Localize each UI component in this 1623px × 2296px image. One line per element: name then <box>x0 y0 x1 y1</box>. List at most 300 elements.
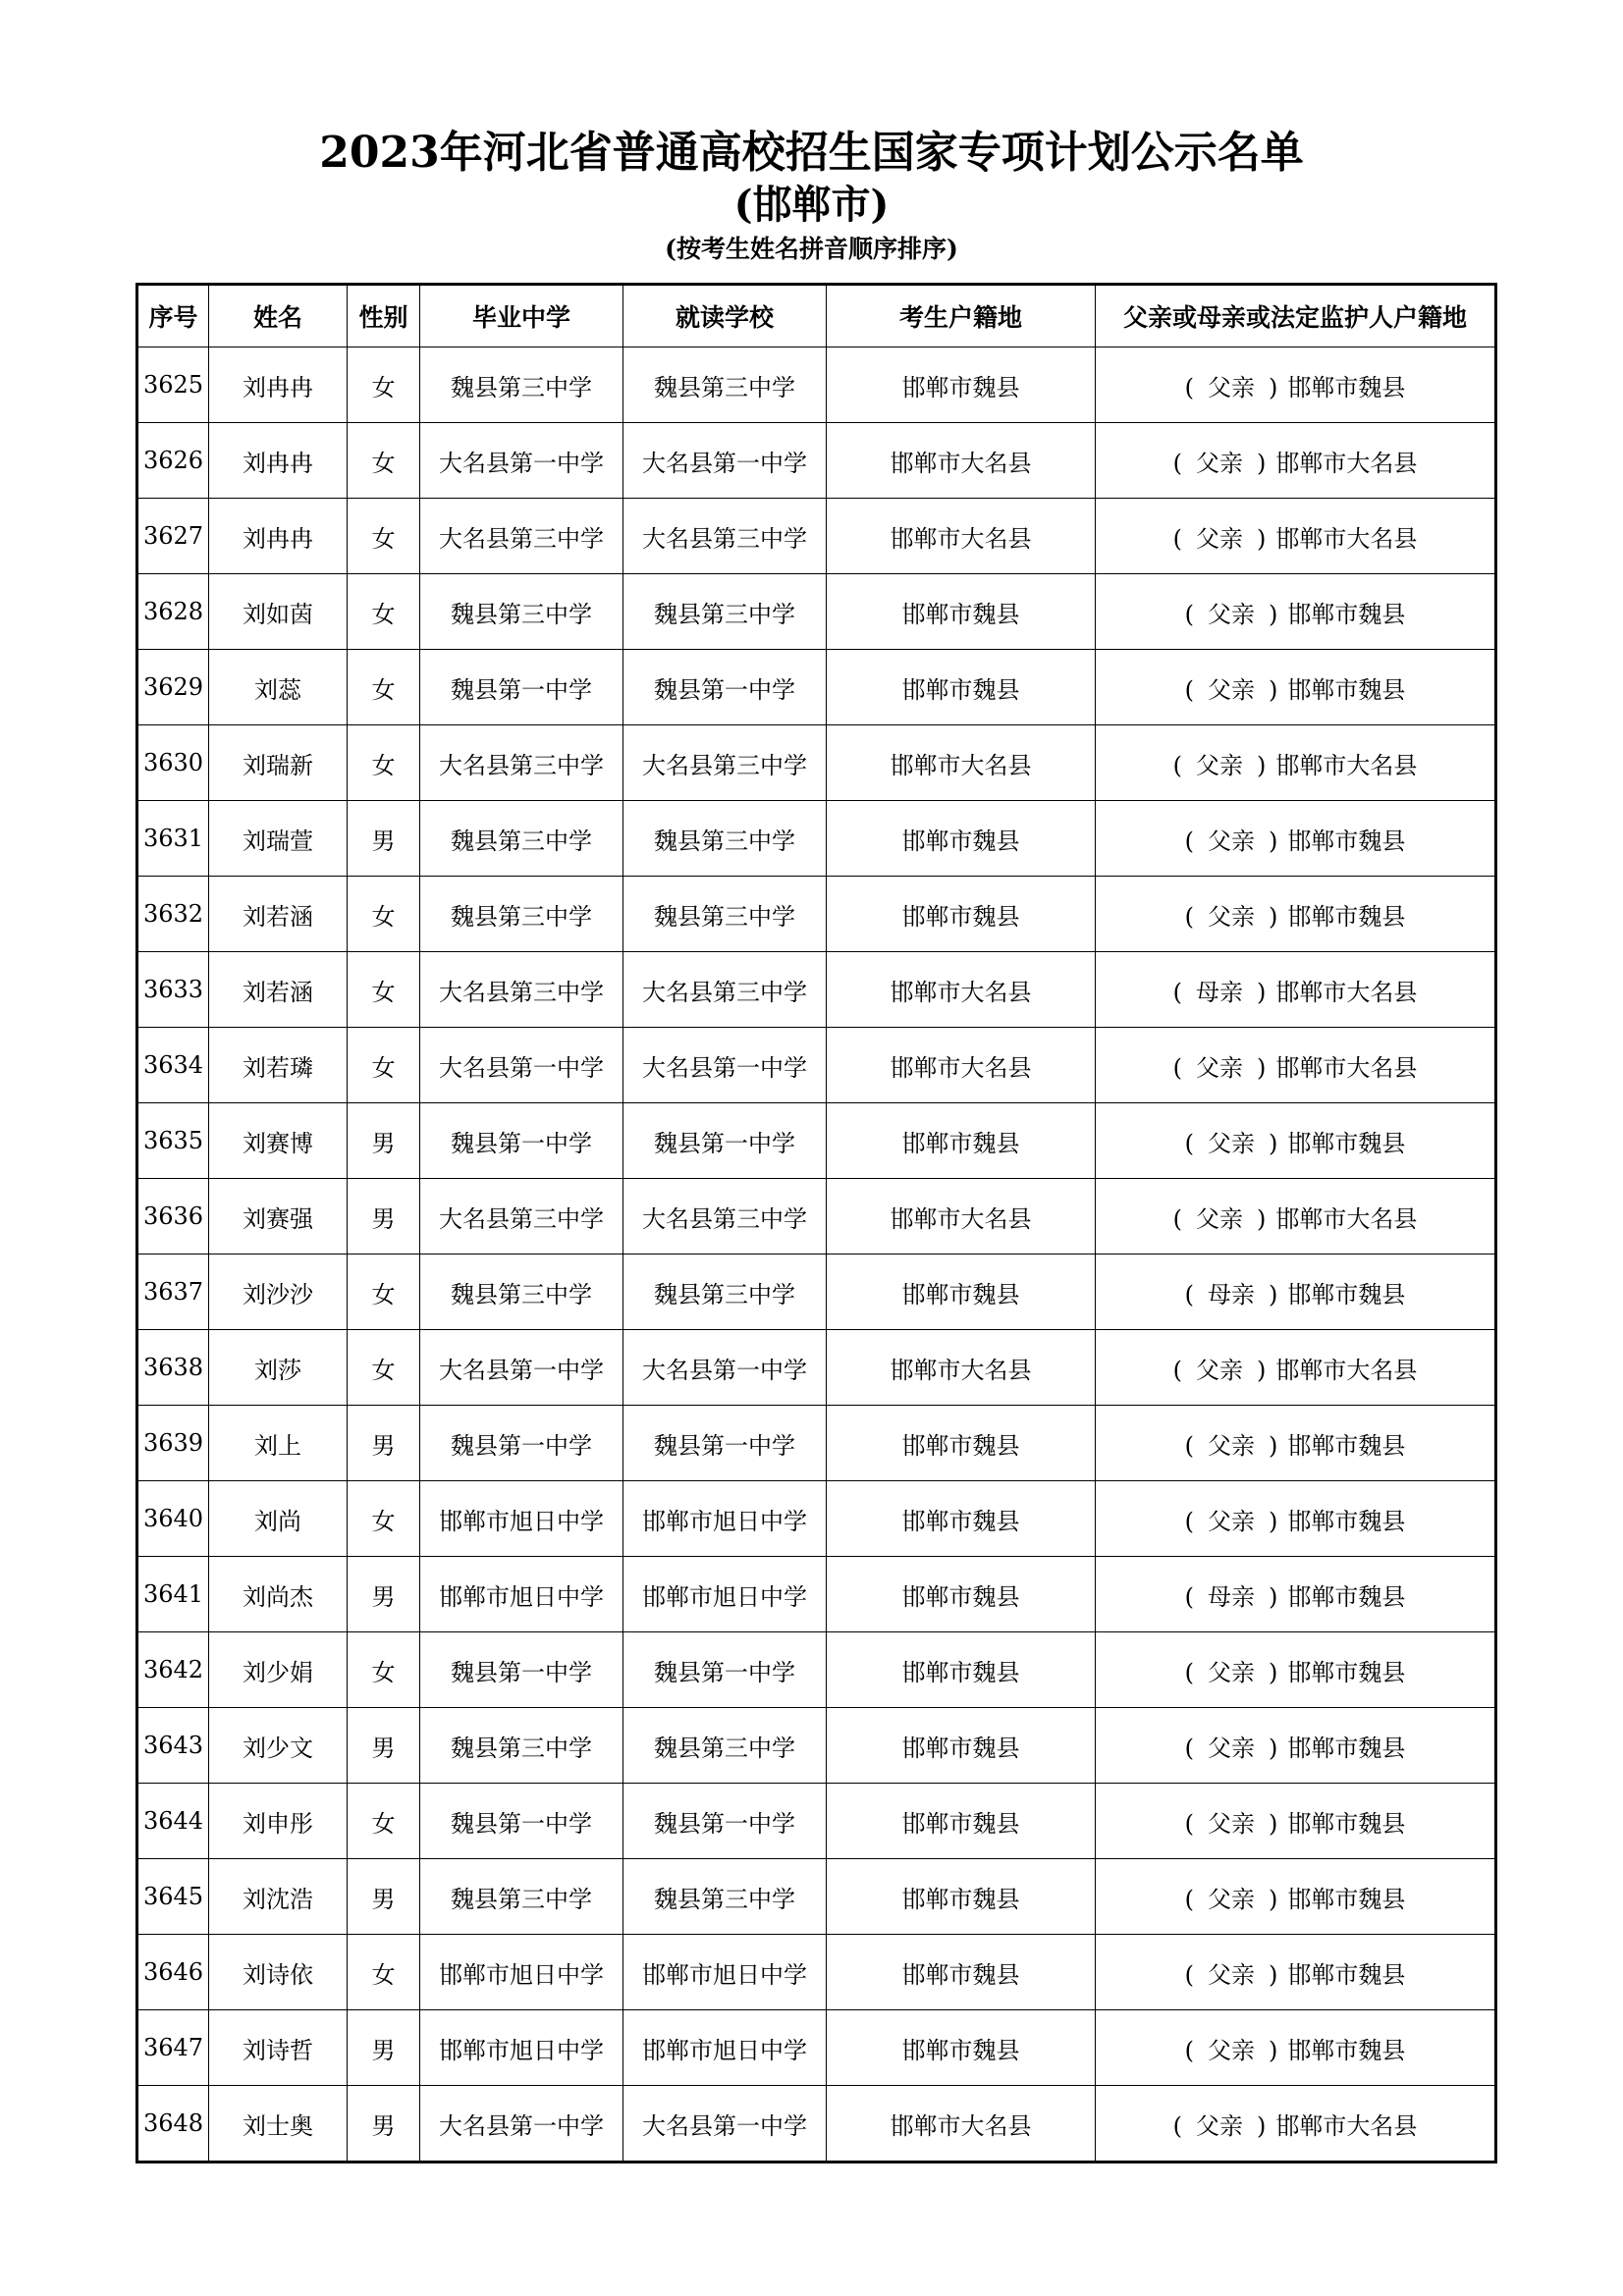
cell-study-school: 大名县第一中学 <box>623 2086 827 2163</box>
paren-open: ( <box>1172 1356 1182 1384</box>
paren-open: ( <box>1172 524 1182 553</box>
table-header-row <box>137 285 1496 347</box>
cell-study-school: 魏县第一中学 <box>623 1784 827 1859</box>
guardian-relation: 父亲 <box>1208 675 1255 704</box>
cell-study-school: 大名县第三中学 <box>623 499 827 574</box>
column-header-seq: 序号 <box>137 285 209 347</box>
cell-gender: 男 <box>348 1557 420 1632</box>
cell-name: 刘若涵 <box>209 877 348 952</box>
paren-open: ( <box>1184 600 1194 628</box>
paren-close: ) <box>1269 1658 1278 1686</box>
paren-open: ( <box>1184 1960 1194 1989</box>
document-title: 2023年河北省普通高校招生国家专项计划公示名单 <box>319 128 1304 178</box>
guardian-hukou: 邯郸市魏县 <box>1287 1507 1406 1535</box>
guardian-hukou: 邯郸市魏县 <box>1287 902 1406 931</box>
table-row <box>137 1784 1496 1859</box>
cell-parent-hukou <box>1096 1557 1496 1632</box>
paren-open: ( <box>1184 1658 1194 1686</box>
cell-gender: 女 <box>348 1255 420 1330</box>
cell-study-school: 魏县第三中学 <box>623 347 827 423</box>
paren-close: ) <box>1257 751 1267 779</box>
guardian-hukou: 邯郸市魏县 <box>1287 600 1406 628</box>
cell-name: 刘沈浩 <box>209 1859 348 1935</box>
cell-name: 刘冉冉 <box>209 423 348 499</box>
paren-close: ) <box>1269 1885 1278 1913</box>
guardian-relation: 父亲 <box>1208 1809 1255 1838</box>
guardian-relation: 父亲 <box>1208 1129 1255 1157</box>
paren-close: ) <box>1269 1960 1278 1989</box>
column-header-name: 姓名 <box>209 285 348 347</box>
cell-seq: 3631 <box>137 801 209 877</box>
guardian-hukou: 邯郸市魏县 <box>1287 1809 1406 1838</box>
cell-gender: 女 <box>348 1784 420 1859</box>
paren-close: ) <box>1269 1507 1278 1535</box>
cell-gender: 女 <box>348 1935 420 2010</box>
paren-open: ( <box>1172 2111 1182 2140</box>
cell-parent-hukou <box>1096 423 1496 499</box>
cell-hukou: 邯郸市大名县 <box>827 725 1096 801</box>
cell-name: 刘冉冉 <box>209 347 348 423</box>
cell-grad-school: 魏县第三中学 <box>420 1859 623 1935</box>
cell-study-school: 魏县第一中学 <box>623 1406 827 1481</box>
student-list-table <box>135 283 1497 2163</box>
cell-hukou: 邯郸市大名县 <box>827 1179 1096 1255</box>
cell-grad-school: 魏县第三中学 <box>420 574 623 650</box>
cell-gender: 男 <box>348 1179 420 1255</box>
cell-grad-school: 邯郸市旭日中学 <box>420 1557 623 1632</box>
cell-hukou: 邯郸市魏县 <box>827 650 1096 725</box>
guardian-hukou: 邯郸市魏县 <box>1287 373 1406 401</box>
paren-close: ) <box>1257 524 1267 553</box>
cell-seq: 3646 <box>137 1935 209 2010</box>
table-row <box>137 1481 1496 1557</box>
cell-study-school: 邯郸市旭日中学 <box>623 1481 827 1557</box>
cell-parent-hukou <box>1096 1255 1496 1330</box>
guardian-relation: 父亲 <box>1208 1658 1255 1686</box>
document-subtitle: (邯郸市) <box>733 182 890 228</box>
cell-name: 刘赛强 <box>209 1179 348 1255</box>
cell-gender: 女 <box>348 1481 420 1557</box>
cell-study-school: 魏县第三中学 <box>623 801 827 877</box>
table-row <box>137 1179 1496 1255</box>
guardian-hukou: 邯郸市魏县 <box>1287 827 1406 855</box>
cell-gender: 女 <box>348 499 420 574</box>
cell-gender: 女 <box>348 1330 420 1406</box>
paren-close: ) <box>1257 1204 1267 1233</box>
column-header-study-school: 就读学校 <box>623 285 827 347</box>
guardian-relation: 父亲 <box>1196 449 1243 477</box>
paren-open: ( <box>1184 827 1194 855</box>
cell-name: 刘如茵 <box>209 574 348 650</box>
cell-gender: 女 <box>348 574 420 650</box>
guardian-relation: 父亲 <box>1208 2036 1255 2064</box>
cell-name: 刘上 <box>209 1406 348 1481</box>
cell-seq: 3639 <box>137 1406 209 1481</box>
cell-study-school: 大名县第三中学 <box>623 1179 827 1255</box>
guardian-hukou: 邯郸市大名县 <box>1275 449 1418 477</box>
cell-name: 刘若璘 <box>209 1028 348 1103</box>
paren-close: ) <box>1269 600 1278 628</box>
paren-close: ) <box>1269 1582 1278 1611</box>
cell-seq: 3643 <box>137 1708 209 1784</box>
cell-hukou: 邯郸市大名县 <box>827 1330 1096 1406</box>
cell-hukou: 邯郸市大名县 <box>827 952 1096 1028</box>
cell-hukou: 邯郸市大名县 <box>827 2086 1096 2163</box>
cell-grad-school: 魏县第一中学 <box>420 1103 623 1179</box>
cell-hukou: 邯郸市大名县 <box>827 423 1096 499</box>
cell-parent-hukou <box>1096 1481 1496 1557</box>
cell-parent-hukou <box>1096 2010 1496 2086</box>
cell-parent-hukou <box>1096 1632 1496 1708</box>
table-row <box>137 877 1496 952</box>
cell-parent-hukou <box>1096 952 1496 1028</box>
cell-hukou: 邯郸市魏县 <box>827 1481 1096 1557</box>
paren-open: ( <box>1184 1734 1194 1762</box>
guardian-relation: 父亲 <box>1196 524 1243 553</box>
guardian-relation: 父亲 <box>1196 2111 1243 2140</box>
cell-gender: 男 <box>348 1406 420 1481</box>
cell-name: 刘尚 <box>209 1481 348 1557</box>
paren-open: ( <box>1172 1204 1182 1233</box>
cell-study-school: 魏县第一中学 <box>623 1103 827 1179</box>
cell-hukou: 邯郸市魏县 <box>827 1632 1096 1708</box>
guardian-hukou: 邯郸市大名县 <box>1275 1053 1418 1082</box>
paren-close: ) <box>1269 675 1278 704</box>
cell-grad-school: 魏县第一中学 <box>420 650 623 725</box>
cell-hukou: 邯郸市魏县 <box>827 1784 1096 1859</box>
table-row <box>137 1859 1496 1935</box>
paren-open: ( <box>1184 1280 1194 1308</box>
cell-gender: 男 <box>348 1103 420 1179</box>
cell-hukou: 邯郸市魏县 <box>827 1935 1096 2010</box>
guardian-hukou: 邯郸市大名县 <box>1275 1356 1418 1384</box>
cell-parent-hukou <box>1096 650 1496 725</box>
cell-parent-hukou <box>1096 347 1496 423</box>
cell-seq: 3629 <box>137 650 209 725</box>
cell-study-school: 魏县第三中学 <box>623 1859 827 1935</box>
cell-parent-hukou <box>1096 801 1496 877</box>
cell-seq: 3642 <box>137 1632 209 1708</box>
cell-seq: 3627 <box>137 499 209 574</box>
cell-grad-school: 魏县第三中学 <box>420 1708 623 1784</box>
guardian-relation: 父亲 <box>1196 751 1243 779</box>
table-row <box>137 1330 1496 1406</box>
table-row <box>137 1406 1496 1481</box>
cell-name: 刘少文 <box>209 1708 348 1784</box>
paren-open: ( <box>1184 1129 1194 1157</box>
guardian-hukou: 邯郸市大名县 <box>1275 524 1418 553</box>
cell-seq: 3638 <box>137 1330 209 1406</box>
table-row <box>137 423 1496 499</box>
paren-close: ) <box>1269 827 1278 855</box>
paren-close: ) <box>1269 2036 1278 2064</box>
cell-grad-school: 大名县第一中学 <box>420 1330 623 1406</box>
guardian-hukou: 邯郸市大名县 <box>1275 751 1418 779</box>
cell-name: 刘冉冉 <box>209 499 348 574</box>
table-row <box>137 574 1496 650</box>
cell-hukou: 邯郸市魏县 <box>827 801 1096 877</box>
cell-parent-hukou <box>1096 1784 1496 1859</box>
cell-study-school: 魏县第一中学 <box>623 1632 827 1708</box>
paren-open: ( <box>1184 1885 1194 1913</box>
guardian-relation: 母亲 <box>1208 1582 1255 1611</box>
guardian-relation: 父亲 <box>1196 1356 1243 1384</box>
paren-open: ( <box>1184 373 1194 401</box>
table-row <box>137 347 1496 423</box>
cell-parent-hukou <box>1096 1708 1496 1784</box>
guardian-hukou: 邯郸市魏县 <box>1287 2036 1406 2064</box>
paren-open: ( <box>1184 1507 1194 1535</box>
guardian-relation: 父亲 <box>1208 600 1255 628</box>
cell-parent-hukou <box>1096 877 1496 952</box>
cell-seq: 3635 <box>137 1103 209 1179</box>
cell-seq: 3645 <box>137 1859 209 1935</box>
paren-close: ) <box>1257 2111 1267 2140</box>
cell-hukou: 邯郸市魏县 <box>827 347 1096 423</box>
cell-parent-hukou <box>1096 1330 1496 1406</box>
cell-parent-hukou <box>1096 1935 1496 2010</box>
table-row <box>137 952 1496 1028</box>
paren-close: ) <box>1269 1129 1278 1157</box>
guardian-relation: 母亲 <box>1196 978 1243 1006</box>
cell-study-school: 大名县第一中学 <box>623 1330 827 1406</box>
table-row <box>137 1255 1496 1330</box>
guardian-hukou: 邯郸市魏县 <box>1287 1960 1406 1989</box>
guardian-hukou: 邯郸市魏县 <box>1287 1582 1406 1611</box>
cell-parent-hukou <box>1096 1103 1496 1179</box>
cell-name: 刘蕊 <box>209 650 348 725</box>
cell-parent-hukou <box>1096 499 1496 574</box>
cell-grad-school: 邯郸市旭日中学 <box>420 1935 623 2010</box>
cell-grad-school: 魏县第三中学 <box>420 877 623 952</box>
cell-seq: 3628 <box>137 574 209 650</box>
guardian-hukou: 邯郸市大名县 <box>1275 2111 1418 2140</box>
cell-grad-school: 魏县第一中学 <box>420 1784 623 1859</box>
guardian-hukou: 邯郸市大名县 <box>1275 1204 1418 1233</box>
cell-grad-school: 大名县第三中学 <box>420 725 623 801</box>
table-row <box>137 650 1496 725</box>
document-header <box>0 126 1623 267</box>
table-row <box>137 801 1496 877</box>
paren-close: ) <box>1269 1734 1278 1762</box>
cell-hukou: 邯郸市魏县 <box>827 1255 1096 1330</box>
cell-study-school: 邯郸市旭日中学 <box>623 1935 827 2010</box>
cell-name: 刘士奥 <box>209 2086 348 2163</box>
guardian-relation: 父亲 <box>1196 1204 1243 1233</box>
cell-hukou: 邯郸市魏县 <box>827 2010 1096 2086</box>
paren-open: ( <box>1184 1431 1194 1460</box>
paren-close: ) <box>1269 902 1278 931</box>
table-row <box>137 725 1496 801</box>
guardian-relation: 父亲 <box>1196 1053 1243 1082</box>
paren-close: ) <box>1269 1280 1278 1308</box>
cell-study-school: 魏县第三中学 <box>623 1255 827 1330</box>
cell-gender: 女 <box>348 1632 420 1708</box>
cell-parent-hukou <box>1096 1179 1496 1255</box>
cell-gender: 男 <box>348 1859 420 1935</box>
paren-open: ( <box>1184 2036 1194 2064</box>
cell-seq: 3634 <box>137 1028 209 1103</box>
cell-grad-school: 大名县第一中学 <box>420 423 623 499</box>
cell-name: 刘瑞萱 <box>209 801 348 877</box>
cell-grad-school: 魏县第三中学 <box>420 801 623 877</box>
cell-parent-hukou <box>1096 1406 1496 1481</box>
guardian-relation: 父亲 <box>1208 1431 1255 1460</box>
paren-open: ( <box>1172 449 1182 477</box>
cell-parent-hukou <box>1096 574 1496 650</box>
cell-parent-hukou <box>1096 1028 1496 1103</box>
paren-close: ) <box>1269 1809 1278 1838</box>
paren-close: ) <box>1257 449 1267 477</box>
guardian-hukou: 邯郸市魏县 <box>1287 1280 1406 1308</box>
paren-close: ) <box>1257 1053 1267 1082</box>
cell-seq: 3641 <box>137 1557 209 1632</box>
table-row <box>137 1103 1496 1179</box>
guardian-relation: 父亲 <box>1208 373 1255 401</box>
cell-hukou: 邯郸市魏县 <box>827 1557 1096 1632</box>
cell-grad-school: 大名县第三中学 <box>420 499 623 574</box>
cell-hukou: 邯郸市大名县 <box>827 499 1096 574</box>
cell-grad-school: 邯郸市旭日中学 <box>420 1481 623 1557</box>
cell-gender: 女 <box>348 347 420 423</box>
cell-seq: 3644 <box>137 1784 209 1859</box>
guardian-relation: 父亲 <box>1208 902 1255 931</box>
guardian-hukou: 邯郸市魏县 <box>1287 1734 1406 1762</box>
cell-grad-school: 邯郸市旭日中学 <box>420 2010 623 2086</box>
cell-parent-hukou <box>1096 2086 1496 2163</box>
cell-name: 刘赛博 <box>209 1103 348 1179</box>
guardian-hukou: 邯郸市魏县 <box>1287 675 1406 704</box>
cell-gender: 男 <box>348 1708 420 1784</box>
cell-name: 刘申彤 <box>209 1784 348 1859</box>
guardian-hukou: 邯郸市魏县 <box>1287 1885 1406 1913</box>
paren-close: ) <box>1269 1431 1278 1460</box>
table-row <box>137 1708 1496 1784</box>
cell-study-school: 大名县第一中学 <box>623 423 827 499</box>
cell-grad-school: 大名县第三中学 <box>420 952 623 1028</box>
cell-seq: 3625 <box>137 347 209 423</box>
guardian-relation: 父亲 <box>1208 1885 1255 1913</box>
paren-open: ( <box>1172 1053 1182 1082</box>
cell-parent-hukou <box>1096 725 1496 801</box>
table-row <box>137 2010 1496 2086</box>
cell-study-school: 魏县第三中学 <box>623 1708 827 1784</box>
cell-gender: 男 <box>348 2010 420 2086</box>
table-row <box>137 1935 1496 2010</box>
cell-study-school: 魏县第三中学 <box>623 877 827 952</box>
guardian-relation: 母亲 <box>1208 1280 1255 1308</box>
table-row <box>137 2086 1496 2163</box>
cell-grad-school: 大名县第一中学 <box>420 2086 623 2163</box>
cell-gender: 女 <box>348 952 420 1028</box>
column-header-gender: 性别 <box>348 285 420 347</box>
guardian-hukou: 邯郸市大名县 <box>1275 978 1418 1006</box>
cell-seq: 3648 <box>137 2086 209 2163</box>
cell-hukou: 邯郸市魏县 <box>827 1859 1096 1935</box>
cell-study-school: 邯郸市旭日中学 <box>623 2010 827 2086</box>
paren-close: ) <box>1257 1356 1267 1384</box>
cell-seq: 3632 <box>137 877 209 952</box>
sort-note: (按考生姓名拼音顺序排序) <box>665 235 958 263</box>
cell-hukou: 邯郸市魏县 <box>827 1103 1096 1179</box>
guardian-hukou: 邯郸市魏县 <box>1287 1129 1406 1157</box>
guardian-relation: 父亲 <box>1208 827 1255 855</box>
table-row <box>137 1557 1496 1632</box>
cell-gender: 女 <box>348 1028 420 1103</box>
cell-study-school: 大名县第三中学 <box>623 952 827 1028</box>
paren-open: ( <box>1184 1582 1194 1611</box>
cell-seq: 3636 <box>137 1179 209 1255</box>
cell-gender: 男 <box>348 2086 420 2163</box>
cell-grad-school: 魏县第一中学 <box>420 1406 623 1481</box>
cell-study-school: 大名县第一中学 <box>623 1028 827 1103</box>
cell-hukou: 邯郸市魏县 <box>827 877 1096 952</box>
guardian-relation: 父亲 <box>1208 1960 1255 1989</box>
column-header-grad-school: 毕业中学 <box>420 285 623 347</box>
paren-close: ) <box>1269 373 1278 401</box>
table-row <box>137 1028 1496 1103</box>
cell-hukou: 邯郸市魏县 <box>827 1708 1096 1784</box>
paren-open: ( <box>1172 978 1182 1006</box>
cell-seq: 3647 <box>137 2010 209 2086</box>
cell-seq: 3637 <box>137 1255 209 1330</box>
cell-name: 刘瑞新 <box>209 725 348 801</box>
cell-grad-school: 大名县第三中学 <box>420 1179 623 1255</box>
cell-seq: 3640 <box>137 1481 209 1557</box>
cell-hukou: 邯郸市魏县 <box>827 574 1096 650</box>
cell-seq: 3630 <box>137 725 209 801</box>
cell-study-school: 大名县第三中学 <box>623 725 827 801</box>
guardian-relation: 父亲 <box>1208 1734 1255 1762</box>
column-header-parent-hukou: 父亲或母亲或法定监护人户籍地 <box>1096 285 1496 347</box>
table-row <box>137 499 1496 574</box>
cell-gender: 女 <box>348 877 420 952</box>
guardian-hukou: 邯郸市魏县 <box>1287 1658 1406 1686</box>
cell-grad-school: 魏县第三中学 <box>420 1255 623 1330</box>
cell-grad-school: 大名县第一中学 <box>420 1028 623 1103</box>
cell-name: 刘诗哲 <box>209 2010 348 2086</box>
cell-name: 刘莎 <box>209 1330 348 1406</box>
guardian-hukou: 邯郸市魏县 <box>1287 1431 1406 1460</box>
column-header-hukou: 考生户籍地 <box>827 285 1096 347</box>
cell-hukou: 邯郸市魏县 <box>827 1406 1096 1481</box>
cell-grad-school: 魏县第三中学 <box>420 347 623 423</box>
paren-open: ( <box>1184 902 1194 931</box>
cell-name: 刘若涵 <box>209 952 348 1028</box>
paren-close: ) <box>1257 978 1267 1006</box>
cell-seq: 3626 <box>137 423 209 499</box>
cell-gender: 女 <box>348 725 420 801</box>
guardian-relation: 父亲 <box>1208 1507 1255 1535</box>
cell-hukou: 邯郸市大名县 <box>827 1028 1096 1103</box>
cell-study-school: 邯郸市旭日中学 <box>623 1557 827 1632</box>
cell-gender: 男 <box>348 801 420 877</box>
cell-study-school: 魏县第一中学 <box>623 650 827 725</box>
cell-name: 刘沙沙 <box>209 1255 348 1330</box>
cell-study-school: 魏县第三中学 <box>623 574 827 650</box>
cell-name: 刘尚杰 <box>209 1557 348 1632</box>
table-row <box>137 1632 1496 1708</box>
paren-open: ( <box>1184 675 1194 704</box>
paren-open: ( <box>1172 751 1182 779</box>
paren-open: ( <box>1184 1809 1194 1838</box>
cell-parent-hukou <box>1096 1859 1496 1935</box>
cell-name: 刘少娟 <box>209 1632 348 1708</box>
cell-gender: 女 <box>348 423 420 499</box>
cell-name: 刘诗依 <box>209 1935 348 2010</box>
cell-gender: 女 <box>348 650 420 725</box>
cell-grad-school: 魏县第一中学 <box>420 1632 623 1708</box>
